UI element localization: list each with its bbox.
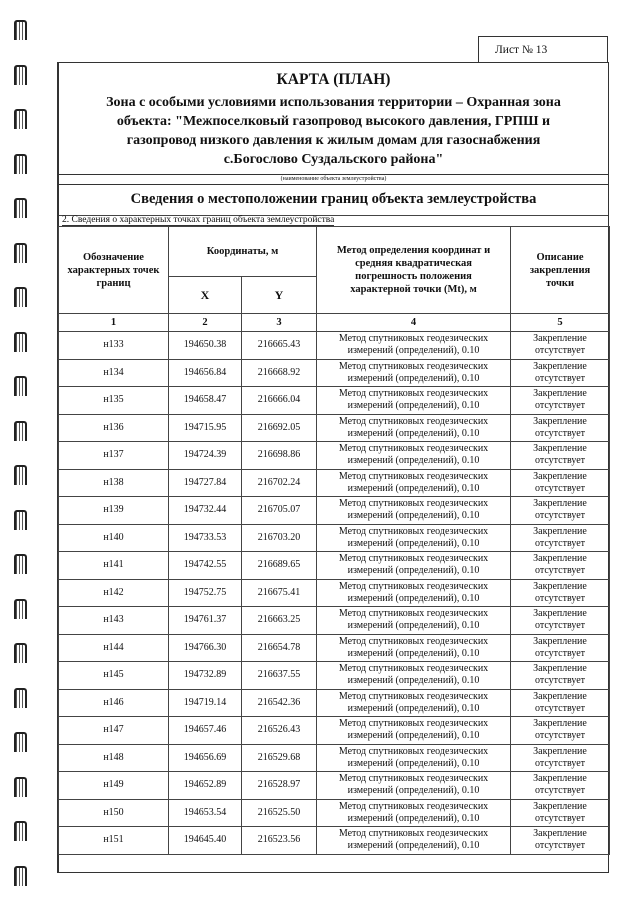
description-cell (511, 359, 610, 387)
coordinate-x: 194715.95 (169, 414, 242, 442)
description-cell (511, 662, 610, 690)
method-cell (317, 607, 511, 635)
description-line: отсутствует (535, 372, 586, 384)
coordinate-y: 216666.04 (242, 387, 317, 415)
method-cell (317, 579, 511, 607)
point-id: н139 (59, 497, 169, 525)
method-line: Метод спутниковых геодезических (338, 800, 489, 812)
table-row (59, 442, 610, 470)
binding-ring-icon (14, 20, 27, 40)
binding-ring-icon (14, 732, 27, 752)
binding-ring-icon (14, 510, 27, 530)
header-coordinates: Координаты, м (169, 227, 317, 277)
method-line: Метод спутниковых геодезических (338, 580, 489, 592)
coordinate-x: 194656.69 (169, 744, 242, 772)
description-line: Закрепление (533, 773, 587, 785)
method-line: измерений (определений), 0.10 (347, 757, 480, 769)
coordinate-y: 216702.24 (242, 469, 317, 497)
method-line: измерений (определений), 0.10 (347, 400, 480, 412)
coordinate-x: 194761.37 (169, 607, 242, 635)
method-line: Метод спутниковых геодезических (338, 718, 489, 730)
method-line: измерений (определений), 0.10 (347, 620, 480, 632)
method-cell (317, 717, 511, 745)
coordinate-x: 194727.84 (169, 469, 242, 497)
description-line: Закрепление (533, 690, 587, 702)
method-line: Метод спутниковых геодезических (338, 388, 489, 400)
description-cell (511, 524, 610, 552)
binding-ring-icon (14, 243, 27, 263)
column-number: 3 (242, 314, 317, 332)
point-id: н147 (59, 717, 169, 745)
description-line: Закрепление (533, 828, 587, 840)
description-line: Закрепление (533, 800, 587, 812)
description-line: отсутствует (535, 702, 586, 714)
method-line: измерений (определений), 0.10 (347, 345, 480, 357)
description-line: Закрепление (533, 525, 587, 537)
table-row (59, 359, 610, 387)
description-line: отсутствует (535, 785, 586, 797)
description-line: Закрепление (533, 745, 587, 757)
binding-ring-icon (14, 688, 27, 708)
binding-ring-icon (14, 821, 27, 841)
coordinate-y: 216668.92 (242, 359, 317, 387)
method-line: измерений (определений), 0.10 (347, 730, 480, 742)
object-name-caption: (наименование объекта землеустройства) (59, 174, 608, 185)
method-line: Метод спутниковых геодезических (338, 443, 489, 455)
description-cell (511, 387, 610, 415)
point-id: н134 (59, 359, 169, 387)
method-cell (317, 552, 511, 580)
description-line: Закрепление (533, 443, 587, 455)
description-line: отсутствует (535, 840, 586, 852)
table-row (59, 717, 610, 745)
binding-ring-icon (14, 643, 27, 663)
method-cell (317, 634, 511, 662)
coordinate-x: 194657.46 (169, 717, 242, 745)
header-y: Y (242, 277, 317, 314)
description-line: Закрепление (533, 635, 587, 647)
table-row (59, 414, 610, 442)
coordinate-x: 194766.30 (169, 634, 242, 662)
method-line: Метод спутниковых геодезических (338, 828, 489, 840)
method-line: Метод спутниковых геодезических (338, 663, 489, 675)
coordinate-y: 216698.86 (242, 442, 317, 470)
description-cell (511, 717, 610, 745)
description-line: Закрепление (533, 498, 587, 510)
coordinate-y: 216542.36 (242, 689, 317, 717)
description-line: отсутствует (535, 400, 586, 412)
method-cell (317, 442, 511, 470)
coordinate-y: 216663.25 (242, 607, 317, 635)
point-id: н144 (59, 634, 169, 662)
coordinate-y: 216654.78 (242, 634, 317, 662)
point-id: н151 (59, 827, 169, 855)
coordinate-x: 194658.47 (169, 387, 242, 415)
coordinate-x: 194732.89 (169, 662, 242, 690)
method-line: измерений (определений), 0.10 (347, 702, 480, 714)
method-line: измерений (определений), 0.10 (347, 647, 480, 659)
description-line: Закрепление (533, 470, 587, 482)
points-table (58, 226, 610, 855)
method-line: измерений (определений), 0.10 (347, 840, 480, 852)
method-cell (317, 332, 511, 360)
spiral-binding (14, 0, 28, 905)
table-row (59, 662, 610, 690)
coordinate-x: 194656.84 (169, 359, 242, 387)
binding-ring-icon (14, 376, 27, 396)
method-cell (317, 772, 511, 800)
column-number: 5 (511, 314, 610, 332)
header-method: Метод определения координат и средняя квадратическая погрешность положения характерной точки (Mt), м (317, 227, 511, 314)
description-cell (511, 607, 610, 635)
point-id: н137 (59, 442, 169, 470)
method-line: измерений (определений), 0.10 (347, 675, 480, 687)
method-cell (317, 524, 511, 552)
coordinate-x: 194652.89 (169, 772, 242, 800)
table-row (59, 772, 610, 800)
point-id: н141 (59, 552, 169, 580)
binding-ring-icon (14, 777, 27, 797)
point-id: н140 (59, 524, 169, 552)
table-row (59, 827, 610, 855)
object-name-line: Зона с особыми условиями использования территории – Охранная зона (106, 95, 561, 110)
header-description: Описание закрепления точки (511, 227, 610, 314)
table-row (59, 524, 610, 552)
description-cell (511, 332, 610, 360)
coordinate-x: 194742.55 (169, 552, 242, 580)
point-id: н146 (59, 689, 169, 717)
table-row (59, 799, 610, 827)
method-line: измерений (определений), 0.10 (347, 785, 480, 797)
description-line: Закрепление (533, 718, 587, 730)
binding-ring-icon (14, 109, 27, 129)
description-line: отсутствует (535, 455, 586, 467)
coordinate-x: 194645.40 (169, 827, 242, 855)
binding-ring-icon (14, 198, 27, 218)
method-line: Метод спутниковых геодезических (338, 773, 489, 785)
table-row (59, 552, 610, 580)
method-cell (317, 497, 511, 525)
binding-ring-icon (14, 599, 27, 619)
description-cell (511, 772, 610, 800)
method-cell (317, 662, 511, 690)
coordinate-y: 216523.56 (242, 827, 317, 855)
method-line: измерений (определений), 0.10 (347, 592, 480, 604)
description-line: отсутствует (535, 675, 586, 687)
point-id: н138 (59, 469, 169, 497)
description-cell (511, 634, 610, 662)
description-line: отсутствует (535, 482, 586, 494)
column-number: 2 (169, 314, 242, 332)
point-id: н142 (59, 579, 169, 607)
coordinate-y: 216525.50 (242, 799, 317, 827)
description-line: Закрепление (533, 580, 587, 592)
column-number: 4 (317, 314, 511, 332)
description-line: отсутствует (535, 812, 586, 824)
coordinate-y: 216705.07 (242, 497, 317, 525)
point-id: н149 (59, 772, 169, 800)
coordinate-x: 194650.38 (169, 332, 242, 360)
binding-ring-icon (14, 287, 27, 307)
binding-ring-icon (14, 65, 27, 85)
document-title: КАРТА (ПЛАН) (276, 71, 391, 88)
description-cell (511, 744, 610, 772)
method-line: измерений (определений), 0.10 (347, 812, 480, 824)
method-line: Метод спутниковых геодезических (338, 553, 489, 565)
point-id: н136 (59, 414, 169, 442)
point-id: н133 (59, 332, 169, 360)
method-cell (317, 689, 511, 717)
method-line: Метод спутниковых геодезических (338, 470, 489, 482)
coordinate-y: 216528.97 (242, 772, 317, 800)
method-line: измерений (определений), 0.10 (347, 427, 480, 439)
description-line: Закрепление (533, 360, 587, 372)
section-title: Сведения о местоположении границ объекта землеустройства (59, 184, 608, 216)
coordinate-x: 194733.53 (169, 524, 242, 552)
coordinate-y: 216637.55 (242, 662, 317, 690)
description-line: отсутствует (535, 647, 586, 659)
object-name (59, 93, 608, 169)
description-cell (511, 689, 610, 717)
description-cell (511, 579, 610, 607)
description-line: отсутствует (535, 345, 586, 357)
table-row (59, 387, 610, 415)
sheet-number-label: Лист № 13 (478, 36, 608, 62)
method-line: Метод спутниковых геодезических (338, 525, 489, 537)
title-block (59, 63, 608, 173)
description-line: отсутствует (535, 565, 586, 577)
method-cell (317, 359, 511, 387)
method-line: Метод спутниковых геодезических (338, 360, 489, 372)
coordinate-y: 216703.20 (242, 524, 317, 552)
table-row (59, 579, 610, 607)
coordinate-y: 216692.05 (242, 414, 317, 442)
description-cell (511, 414, 610, 442)
binding-ring-icon (14, 421, 27, 441)
coordinate-x: 194653.54 (169, 799, 242, 827)
description-cell (511, 552, 610, 580)
table-row (59, 332, 610, 360)
coordinate-y: 216689.65 (242, 552, 317, 580)
binding-ring-icon (14, 866, 27, 886)
method-line: измерений (определений), 0.10 (347, 455, 480, 467)
method-line: измерений (определений), 0.10 (347, 537, 480, 549)
description-line: отсутствует (535, 427, 586, 439)
description-cell (511, 827, 610, 855)
method-line: измерений (определений), 0.10 (347, 372, 480, 384)
method-line: Метод спутниковых геодезических (338, 498, 489, 510)
description-line: отсутствует (535, 592, 586, 604)
binding-ring-icon (14, 465, 27, 485)
description-line: отсутствует (535, 537, 586, 549)
section-subtitle: 2. Сведения о характерных точках границ объекта землеустройства (62, 215, 335, 225)
object-name-line: с.Богослово Суздальского района" (223, 152, 444, 167)
header-x: X (169, 277, 242, 314)
table-row (59, 634, 610, 662)
binding-ring-icon (14, 154, 27, 174)
description-line: отсутствует (535, 730, 586, 742)
description-cell (511, 799, 610, 827)
method-cell (317, 387, 511, 415)
description-line: отсутствует (535, 620, 586, 632)
binding-ring-icon (14, 554, 27, 574)
coordinate-x: 194724.39 (169, 442, 242, 470)
table-row (59, 607, 610, 635)
method-cell (317, 414, 511, 442)
description-line: Закрепление (533, 333, 587, 345)
method-line: измерений (определений), 0.10 (347, 482, 480, 494)
point-id: н145 (59, 662, 169, 690)
coordinate-x: 194719.14 (169, 689, 242, 717)
object-name-line: объекта: "Межпоселковый газопровод высокого давления, ГРПШ и (116, 114, 551, 129)
coordinate-y: 216529.68 (242, 744, 317, 772)
method-line: Метод спутниковых геодезических (338, 745, 489, 757)
method-cell (317, 827, 511, 855)
method-line: измерений (определений), 0.10 (347, 565, 480, 577)
description-cell (511, 469, 610, 497)
column-number: 1 (59, 314, 169, 332)
coordinate-y: 216675.41 (242, 579, 317, 607)
description-cell (511, 497, 610, 525)
method-line: Метод спутниковых геодезических (338, 608, 489, 620)
table-row (59, 469, 610, 497)
method-line: измерений (определений), 0.10 (347, 510, 480, 522)
description-line: Закрепление (533, 608, 587, 620)
coordinate-x: 194752.75 (169, 579, 242, 607)
method-line: Метод спутниковых геодезических (338, 690, 489, 702)
method-line: Метод спутниковых геодезических (338, 333, 489, 345)
description-line: Закрепление (533, 415, 587, 427)
description-line: Закрепление (533, 553, 587, 565)
table-row (59, 689, 610, 717)
method-cell (317, 744, 511, 772)
method-cell (317, 469, 511, 497)
binding-ring-icon (14, 332, 27, 352)
document-frame (57, 62, 609, 873)
header-point: Обозначение характерных точек границ (59, 227, 169, 314)
coordinate-x: 194732.44 (169, 497, 242, 525)
description-line: отсутствует (535, 510, 586, 522)
object-name-line: газопровод низкого давления к жилым домам для газоснабжения (126, 133, 541, 148)
method-line: Метод спутниковых геодезических (338, 415, 489, 427)
description-line: Закрепление (533, 388, 587, 400)
description-cell (511, 442, 610, 470)
method-line: Метод спутниковых геодезических (338, 635, 489, 647)
point-id: н135 (59, 387, 169, 415)
table-row (59, 744, 610, 772)
point-id: н150 (59, 799, 169, 827)
description-line: отсутствует (535, 757, 586, 769)
coordinate-y: 216526.43 (242, 717, 317, 745)
method-cell (317, 799, 511, 827)
point-id: н143 (59, 607, 169, 635)
table-row (59, 497, 610, 525)
description-line: Закрепление (533, 663, 587, 675)
coordinate-y: 216665.43 (242, 332, 317, 360)
point-id: н148 (59, 744, 169, 772)
